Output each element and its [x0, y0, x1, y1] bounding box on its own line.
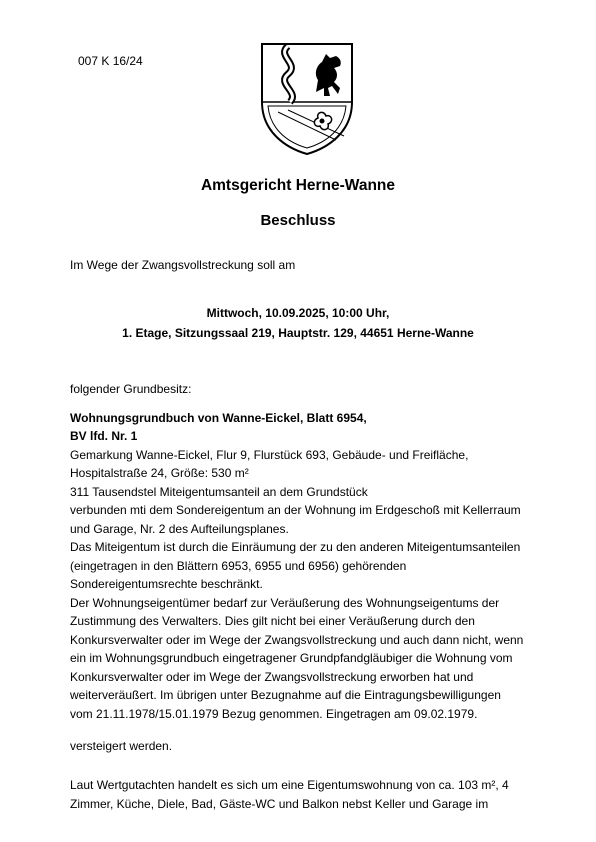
property-line: Hospitalstraße 24, Größe: 530 m²: [70, 466, 249, 480]
property-line: Sondereigentumsrechte beschränkt.: [70, 577, 263, 591]
property-line: Gemarkung Wanne-Eickel, Flur 9, Flurstück 693, Gebäude- und Freifläche,: [70, 447, 469, 462]
property-line: Konkursverwalter oder im Wege der Zwangsvollstreckung und auch dann nicht, wenn: [70, 632, 524, 647]
auction-date: Mittwoch, 10.09.2025, 10:00 Uhr,: [206, 306, 390, 320]
property-description: [70, 380, 523, 723]
court-name: Amtsgericht Herne-Wanne: [200, 177, 396, 194]
land-register-title: Wohnungsgrundbuch von Wanne-Eickel, Blatt 6954,: [70, 410, 367, 425]
appraisal-line: Zimmer, Küche, Diele, Bad, Gäste-WC und Balkon nebst Keller und Garage im: [70, 796, 489, 811]
closing-text: versteigert werden.: [70, 739, 173, 753]
property-line: weiterveräußert. Im übrigen unter Bezugnahme auf die Eintragungsbewilligungen: [70, 688, 501, 702]
property-line: und Garage, Nr. 2 des Aufteilungsplanes.: [70, 521, 289, 536]
decision-title: Beschluss: [260, 212, 336, 229]
intro-text: Im Wege der Zwangsvollstreckung soll am: [70, 258, 296, 272]
coat-of-arms-icon: [258, 40, 356, 158]
property-line: (eingetragen in den Blättern 6953, 6955 und 6956) gehörenden: [70, 558, 407, 573]
property-line: 311 Tausendstel Miteigentumsanteil an dem Grundstück: [70, 484, 368, 499]
appraisal-text: [70, 776, 509, 813]
file-number: 007 K 16/24: [78, 54, 143, 68]
appraisal-line: Laut Wertgutachten handelt es sich um eine Eigentumswohnung von ca. 103 m², 4: [70, 778, 509, 792]
property-line: ein im Wohnungsgrundbuch eingetragener Grundpfandgläubiger die Wohnung vom: [70, 651, 513, 665]
auction-venue: 1. Etage, Sitzungssaal 219, Hauptstr. 129, 44651 Herne-Wanne: [122, 326, 474, 340]
property-line: Der Wohnungseigentümer bedarf zur Veräußerung des Wohnungseigentums der: [70, 595, 500, 610]
property-line: Konkursverwalter oder im Wege der Zwangsvollstreckung erworben hat und: [70, 669, 474, 684]
property-line: verbunden mti dem Sondereigentum an der Wohnung im Erdgeschoß mit Kellerraum: [70, 503, 521, 517]
property-line: Das Miteigentum ist durch die Einräumung der zu den anderen Miteigentumsanteilen: [70, 540, 521, 554]
property-lead: folgender Grundbesitz:: [70, 382, 192, 396]
land-register-entry: BV lfd. Nr. 1: [70, 429, 138, 443]
property-line: Zustimmung des Verwalters. Dies gilt nicht bei einer Veräußerung durch den: [70, 614, 475, 628]
property-line: vom 21.11.1978/15.01.1979 Bezug genommen. Eingetragen am 09.02.1979.: [70, 706, 478, 721]
